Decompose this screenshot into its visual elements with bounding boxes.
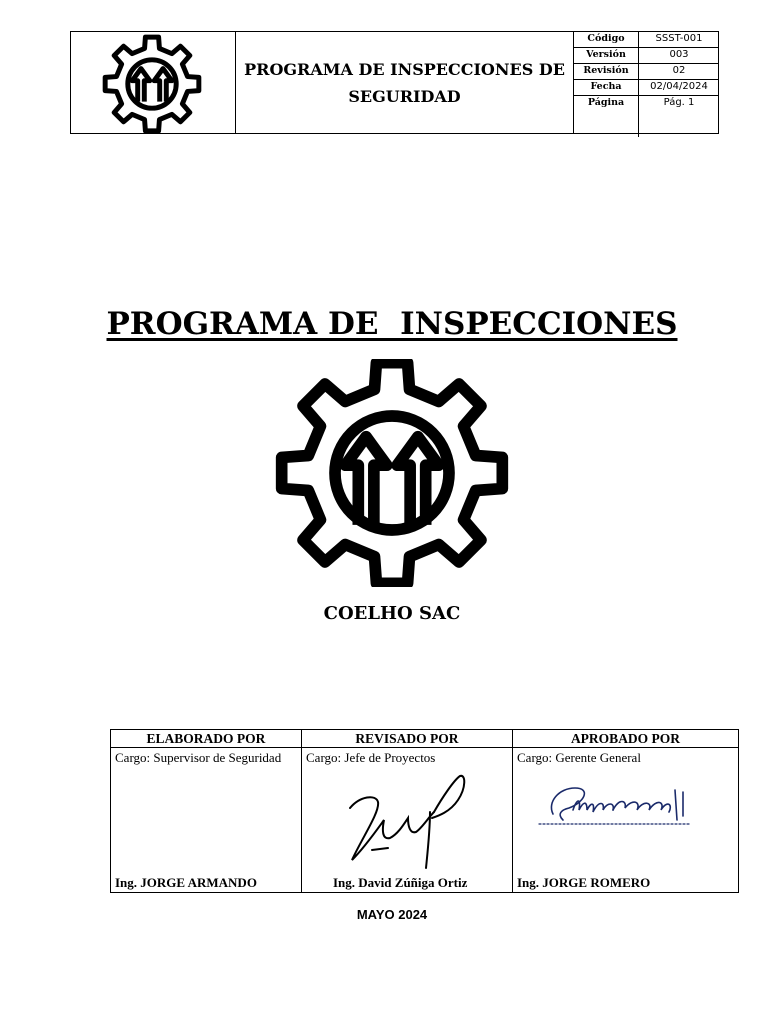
meta-key: Fecha xyxy=(574,80,639,96)
meta-key: Revisión xyxy=(574,64,639,80)
approval-column-elaborado xyxy=(111,730,302,892)
meta-row xyxy=(574,80,719,96)
meta-value: Pág. 1 xyxy=(663,97,695,108)
approval-name: Ing. JORGE ROMERO xyxy=(517,875,651,890)
meta-row xyxy=(574,96,719,138)
meta-value: 003 xyxy=(639,48,720,64)
meta-value: 02 xyxy=(639,64,720,80)
gear-arrows-logo-icon xyxy=(262,359,522,587)
approval-name: Ing. David Zúñiga Ortiz xyxy=(333,875,468,890)
approval-header: ELABORADO POR xyxy=(111,730,301,748)
gear-arrows-logo-icon xyxy=(97,29,207,139)
meta-row xyxy=(574,32,719,48)
approval-column-aprobado xyxy=(513,730,738,892)
company-name: COELHO SAC xyxy=(323,603,461,624)
approval-header: APROBADO POR xyxy=(513,730,738,748)
approval-column-revisado xyxy=(302,730,513,892)
document-meta-table xyxy=(574,32,719,137)
footer-date: MAYO 2024 xyxy=(356,907,428,922)
header-title: PROGRAMA DE INSPECCIONES DE SEGURIDAD xyxy=(236,32,574,133)
meta-key: Versión xyxy=(574,48,639,64)
meta-key: Código xyxy=(574,32,639,48)
page-title: PROGRAMA DE INSPECCIONES xyxy=(106,306,678,342)
approval-cargo: Cargo: Supervisor de Seguridad xyxy=(115,750,282,765)
header-logo-cell xyxy=(71,32,236,133)
meta-row xyxy=(574,48,719,64)
document-header xyxy=(70,31,719,134)
meta-value: 02/04/2024 xyxy=(639,80,720,96)
meta-value: SSST-001 xyxy=(639,32,720,48)
approval-cargo: Cargo: Jefe de Proyectos xyxy=(306,750,436,765)
signature-image xyxy=(342,768,472,873)
meta-key: Página xyxy=(574,96,639,138)
signature-image xyxy=(533,780,703,835)
approval-name: Ing. JORGE ARMANDO xyxy=(115,875,257,890)
approval-table xyxy=(110,729,739,893)
approval-header: REVISADO POR xyxy=(302,730,512,748)
approval-cargo: Cargo: Gerente General xyxy=(517,750,641,765)
meta-row xyxy=(574,64,719,80)
